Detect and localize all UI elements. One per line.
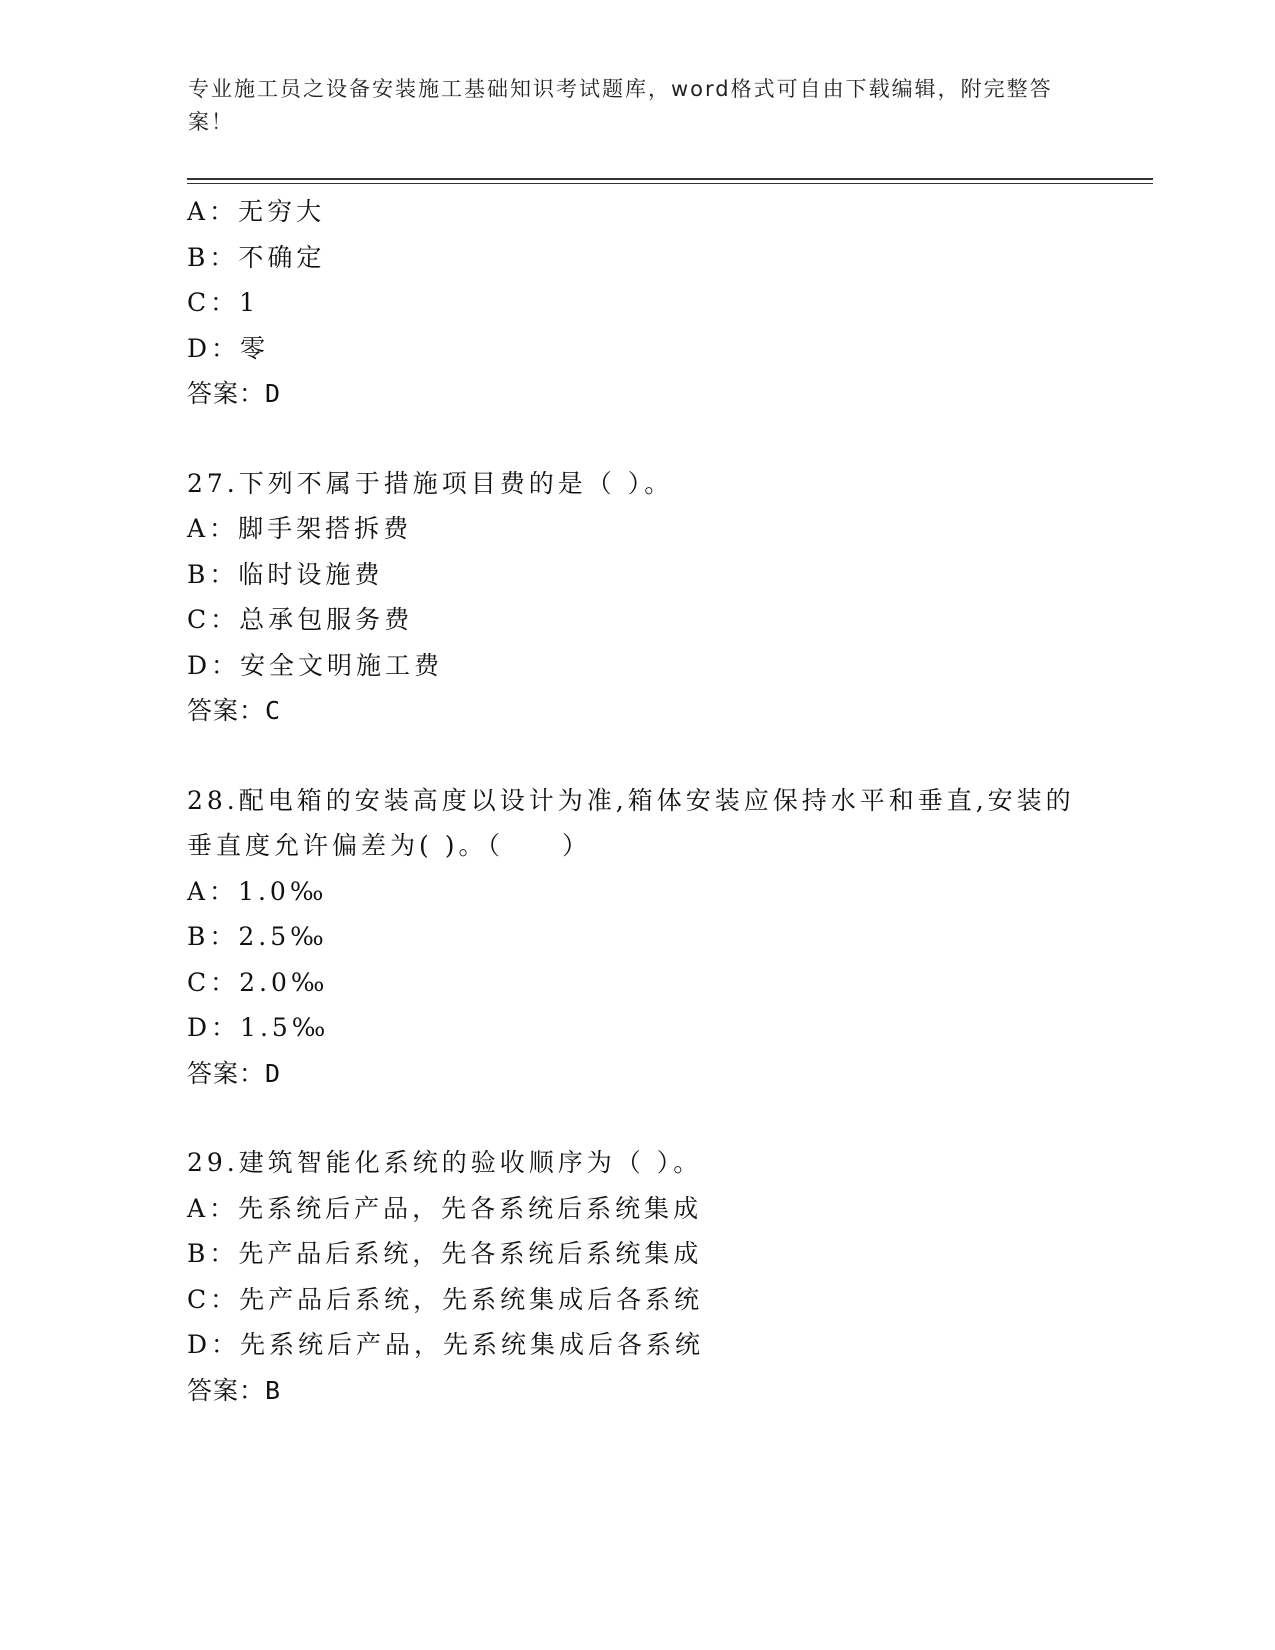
answer-line: 答案：B bbox=[187, 1375, 282, 1405]
option-c bbox=[187, 280, 1087, 326]
option-b bbox=[187, 552, 1087, 598]
option-a bbox=[187, 189, 1087, 235]
option-key: D： bbox=[187, 1330, 241, 1359]
question-title: 27.下列不属于措施项目费的是（ ）。 bbox=[187, 468, 674, 498]
header-divider-thin bbox=[187, 183, 1153, 184]
option-key: C： bbox=[187, 1284, 240, 1314]
option-key: A： bbox=[187, 514, 239, 543]
option-b bbox=[187, 914, 1087, 960]
option-d bbox=[187, 326, 1087, 372]
question-title: 28.配电箱的安装高度以设计为准,箱体安装应保持水平和垂直,安装的垂直度允许偏差为( )。（ ） bbox=[187, 785, 1075, 860]
option-key: C： bbox=[187, 967, 240, 997]
option-text: 1.0‰ bbox=[238, 876, 328, 906]
option-text: 2.5‰ bbox=[238, 922, 328, 951]
option-key: B： bbox=[187, 242, 239, 272]
question-block-28 bbox=[187, 778, 1087, 1097]
option-key: A： bbox=[187, 876, 239, 906]
option-text: 先产品后系统，先系统集成后各系统 bbox=[239, 1284, 704, 1314]
option-c bbox=[187, 960, 1087, 1006]
question-block-29 bbox=[187, 1140, 1087, 1413]
answer-line: 答案：C bbox=[187, 696, 282, 725]
option-text: 先系统后产品，先各系统后系统集成 bbox=[238, 1193, 703, 1223]
header-divider bbox=[187, 178, 1153, 180]
spacer bbox=[187, 1096, 1087, 1140]
option-d bbox=[187, 643, 1087, 689]
option-text: 1.5‰ bbox=[240, 1013, 330, 1042]
question-block-partial bbox=[187, 189, 1087, 417]
option-text: 脚手架搭拆费 bbox=[238, 514, 413, 543]
option-text: 先系统后产品，先系统集成后各系统 bbox=[240, 1330, 705, 1359]
document-header: 专业施工员之设备安装施工基础知识考试题库，word格式可自由下载编辑，附完整答案！ bbox=[188, 77, 1053, 134]
answer-line: 答案：D bbox=[187, 1058, 282, 1088]
question-list bbox=[187, 189, 1087, 1413]
option-key: C： bbox=[187, 605, 240, 634]
option-key: B： bbox=[187, 559, 239, 589]
option-key: D： bbox=[187, 1013, 241, 1042]
question-title: 29.建筑智能化系统的验收顺序为（ ）。 bbox=[187, 1148, 703, 1177]
spacer bbox=[187, 734, 1087, 778]
option-c bbox=[187, 1277, 1087, 1323]
spacer bbox=[187, 417, 1087, 461]
option-c bbox=[187, 597, 1087, 643]
option-text: 不确定 bbox=[238, 242, 326, 272]
option-key: A： bbox=[187, 1193, 239, 1223]
option-b bbox=[187, 1231, 1087, 1277]
option-a bbox=[187, 869, 1087, 915]
option-d bbox=[187, 1322, 1087, 1368]
answer-line: 答案：D bbox=[187, 379, 282, 408]
option-a bbox=[187, 506, 1087, 552]
option-text: 临时设施费 bbox=[238, 559, 384, 589]
option-text: 安全文明施工费 bbox=[240, 650, 444, 680]
option-a bbox=[187, 1186, 1087, 1232]
option-text: 无穷大 bbox=[238, 197, 326, 226]
option-text: 2.0‰ bbox=[239, 967, 329, 997]
option-key: D： bbox=[187, 650, 241, 680]
question-block-27 bbox=[187, 461, 1087, 734]
option-b bbox=[187, 235, 1087, 281]
option-key: D： bbox=[187, 333, 241, 363]
option-text: 总承包服务费 bbox=[239, 605, 414, 634]
option-text: 先产品后系统，先各系统后系统集成 bbox=[238, 1239, 703, 1268]
option-key: A： bbox=[187, 197, 239, 226]
option-text: 零 bbox=[240, 333, 270, 363]
option-key: B： bbox=[187, 922, 239, 951]
option-key: B： bbox=[187, 1239, 239, 1268]
option-text: 1 bbox=[239, 288, 260, 317]
option-d bbox=[187, 1005, 1087, 1051]
option-key: C： bbox=[187, 288, 240, 317]
